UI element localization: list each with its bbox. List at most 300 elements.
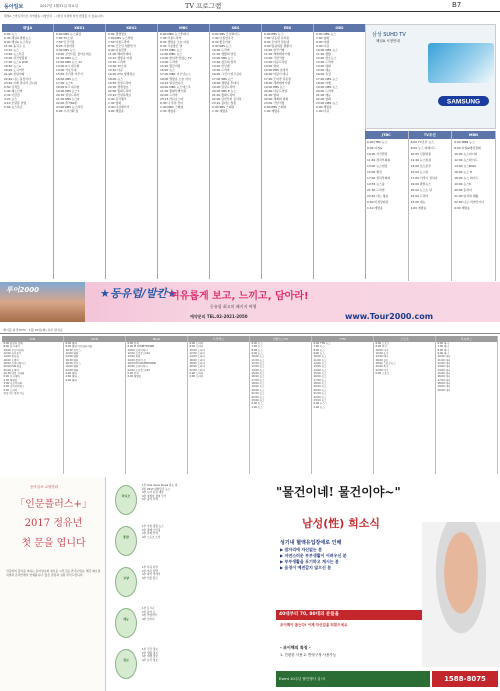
program-entry: 20:00 뉴스 (313, 388, 327, 392)
channel-name: KBS2 (106, 24, 157, 32)
cable-subheader: 케이블·위성·IPTV · 1월 31일(화) 하루 편성표 (0, 326, 500, 334)
program-entry: 10:00 애니 (437, 355, 451, 359)
program-entry: 0:30 SBS 스페셜 (212, 104, 235, 109)
program-entry: 8:00 축구 (375, 345, 387, 349)
program-entry: 13:00 보도본부 (410, 164, 432, 168)
guide-lines (142, 525, 264, 539)
program-entry: 0:00 드라마 (189, 372, 204, 376)
program-entry: 14:00 뉴스BIG5 (454, 164, 476, 168)
cable-channel-name: YTN (312, 336, 373, 342)
health-banner: 40대부터 70, 80대의 분들을 (276, 610, 426, 620)
program-entry: 18:00 생방송 투데이 (212, 80, 239, 85)
health-list-item: ▶ 부부생활을 포기하고 계시는 분 (280, 559, 339, 564)
program-entry: 20:00 드라마 (189, 365, 205, 369)
guide-row (110, 604, 266, 642)
program-entry: 14:00 애니 (437, 368, 451, 372)
program-entry: 6:00 TV조선 뉴스 (410, 140, 434, 144)
cable-channel-column (126, 336, 188, 474)
health-lead: 성기내 혈액유입장애로 인해 (280, 540, 342, 546)
program-entry: 4:00 영화 (65, 378, 77, 382)
travel-advertisement[interactable] (0, 282, 500, 322)
program-entry: 21:00 예능 (316, 92, 331, 97)
program-entry: 20:00 뉴스 (251, 388, 265, 392)
program-entry: 20:00 쇼미더머니 (127, 365, 148, 369)
cable-channel-column (250, 336, 312, 474)
program-entry: 10:00 한국기행 (264, 48, 285, 53)
program-entry: 21:00 KBS 뉴스9 (56, 96, 80, 101)
program-entry: 0:00 영화 (65, 372, 77, 376)
program-entry: 18:00 코미디빅리그 (3, 362, 26, 366)
guide-line: 3부 과학 이야기 (142, 573, 161, 577)
program-entry: 15:00 애니 (437, 372, 451, 376)
book-title-3: 첫 문을 엽니다 (21, 538, 86, 549)
program-entry: 0:00 EBS 스페셜 (264, 104, 287, 109)
cable-channel-column (188, 336, 250, 474)
program-entry: 7:00 뉴스 (251, 345, 263, 349)
program-entry: 7:00 애니 (437, 345, 449, 349)
program-entry: 0:00 비정상회담 (367, 200, 389, 204)
guide-line: 3부 시사 특집 대담 (142, 491, 164, 495)
program-entry: 18:00 애니 (437, 382, 451, 386)
channel-name: MBN (452, 131, 495, 139)
program-entry: 9:30 KBS 뉴스 (56, 48, 76, 53)
program-entry: 22:00 영화 (65, 368, 79, 372)
program-entry: 6:00 생생정보 (108, 32, 127, 36)
program-entry: 10:00 뉴스 (251, 355, 265, 359)
program-entry: 18:00 생방송 오늘 저녁 (160, 76, 191, 81)
channel-name: EBS (262, 24, 313, 32)
program-entry: 9:00 다큐 (316, 44, 329, 49)
guide-row (110, 522, 266, 560)
program-entry: 8:00 애니 (437, 348, 449, 352)
program-entry: 8:00 여행 (316, 40, 329, 45)
channel-name: TV조선 (409, 131, 452, 139)
program-entry: 17:00 뉴스5 (56, 80, 73, 85)
program-entry: 7:00 TV소설 (56, 36, 73, 41)
program-entry: 17:00 정치부회의 (367, 176, 391, 180)
program-entry: 8:00 채널A 뉴스특보 (4, 40, 32, 45)
program-entry: 23:00 뉴스 (251, 398, 265, 402)
page-header (0, 0, 500, 12)
program-entry: 8:00 아침&매일경제 (454, 146, 481, 150)
program-entry: 11:00 뉴스 (313, 358, 327, 362)
ad-slogan: 여유롭게 보고, 느끼고, 담아라! (170, 291, 309, 302)
program-entry: 8:25 아침마당 (56, 44, 75, 49)
program-entry: 5:30 드라마 (3, 388, 18, 392)
program-entry: 20:00 tvN 특집 (3, 365, 22, 369)
program-entry: 7:00 KBS 뉴스타임 (108, 36, 134, 41)
program-entry: 0:30 나 혼자 산다 (160, 100, 184, 105)
program-entry: 21:00 뉴스 (313, 392, 327, 396)
channel-column (2, 24, 54, 279)
guide-lines (142, 484, 264, 502)
ad-url[interactable]: www.Tour2000.com (345, 312, 434, 321)
program-entry: 18:30 보이스 (65, 362, 81, 366)
program-entry: 20:00 동치미 (454, 188, 472, 192)
program-entry: 0:00 삼시세끼 (3, 375, 20, 379)
program-entry: 17:00 OBS 뉴스 (316, 76, 338, 81)
channel-column (54, 24, 106, 279)
program-entry: 17:00 뉴스 (313, 378, 327, 382)
program-entry: 21:00 명의 (264, 92, 279, 97)
program-entry: 12:00 신서유기 (3, 352, 22, 356)
program-entry: 1:00 재방송 (410, 206, 427, 210)
guide-line: 1부 다큐 특선 (142, 566, 158, 569)
program-entry: 11:00 돌직구 쇼 (4, 44, 26, 49)
program-entry: 19:00 애니 (437, 385, 451, 389)
program-entry: 7:50 인간극장 (56, 40, 75, 45)
program-entry: 17:00 뉴스A LIVE (4, 60, 28, 65)
program-entry: 20:00 뉴스쇼 판 (410, 188, 432, 192)
program-entry: 0:00 뉴스 (251, 402, 263, 406)
guide-label: 라디오 (115, 485, 137, 515)
event-banner: Event 10주년 할인행사 실시! (276, 671, 430, 687)
guide-row (110, 481, 266, 519)
program-entry: 12:00 영화 (65, 352, 79, 356)
program-entry: 21:00 뉴스 (251, 392, 265, 396)
program-entry: 19:00 뉴스8 (454, 182, 471, 186)
program-entry: 14:00 배구 (375, 355, 389, 359)
program-entry: 19:00 종합뉴스 (410, 182, 432, 186)
program-entry: 1:30 재방송 (212, 108, 228, 113)
program-entry: 9:00 애니 (437, 352, 449, 356)
program-entry: 9:30 기분좋은 날 (160, 44, 183, 49)
program-entry: 12:00 극한직업 (264, 56, 285, 61)
program-entry: 14:00 윤식당 (3, 355, 19, 359)
channel-column (314, 24, 366, 279)
program-entry: 19:50 일일드라마 (108, 80, 132, 85)
program-entry: 10:55 MBC 뉴스 (160, 48, 183, 53)
health-kit-features: 1. 간편한 사용 2. 반영구적 사용가능 (280, 653, 337, 657)
program-entry: 8:00 뉴스 (251, 348, 263, 352)
program-entry: 1:00 다큐 (316, 108, 329, 113)
program-entry: 19:00 뉴스 (313, 385, 327, 389)
channel-name: KBS1 (54, 24, 105, 32)
program-entry: 16:00 골프 (375, 358, 389, 362)
channel-column (452, 131, 496, 281)
program-entry: 14:00 드라마 (189, 355, 205, 359)
program-entry: 17:00 SBS 뉴스 (212, 76, 234, 81)
program-entry: 13:00 뉴스 (251, 365, 265, 369)
program-entry: 14:00 뉴스 (313, 368, 327, 372)
channel-name: 채널A (2, 24, 53, 32)
guide-label: 예능 (115, 608, 137, 638)
program-entry: 1:40 쾌도난마 (4, 88, 23, 93)
program-entry: 11:00 애니 (437, 358, 451, 362)
channel-name: OBS (314, 24, 365, 32)
program-entry: 13:00 드라마 (316, 60, 334, 65)
program-entry: 3:20 뉴스 (4, 96, 17, 101)
guide-line: 2부 생활 정보 (142, 651, 158, 655)
tour2000-badge: 투어2000 (6, 286, 40, 294)
program-entry: 21:00 월화특별기획 (160, 88, 187, 93)
program-entry: 5:00 뉴스특급 (4, 104, 23, 109)
ad-phone: 예약문의 TEL.02-2021-2050 (190, 314, 248, 319)
cable-channel-column (2, 336, 64, 474)
program-entry: 15:00 우리말 겨루기 (56, 72, 83, 77)
top-note: 채널A 스마트라이브 지역방송 시청안내 … (편성 사정에 따라 변경될 수 있습니다) (4, 14, 104, 18)
program-entry: 20:00 영화 (65, 365, 79, 369)
program-entry: 16:00 음악의 신 (127, 358, 146, 362)
guide-line: 3부 리얼리티 (142, 614, 158, 618)
cable-channel-column (436, 336, 498, 474)
program-entry: 17:00 모여라 딩동댕 (264, 76, 291, 81)
program-entry: 8:00 모여라 딩동댕 (264, 40, 290, 45)
guide-label: 종합 (115, 526, 137, 556)
tv-advertisement[interactable] (365, 24, 496, 129)
program-entry: 17:00 애니 (437, 378, 451, 382)
model-photo (422, 522, 500, 667)
program-guide-list (110, 477, 266, 691)
program-entry: 14:00 드라마 (160, 60, 178, 65)
program-entry: 18:00 뉴스 (108, 76, 123, 81)
tv-ad-subtitle: 채널A 시청안내 (376, 39, 400, 43)
svg-text:SAMSUNG: SAMSUNG (446, 98, 481, 106)
program-entry: 6:00 OBS 뉴스 (316, 32, 336, 36)
program-entry: 20:00 SBS 8 뉴스 (212, 88, 237, 93)
program-entry: 9:40 여유만만 (108, 48, 127, 53)
health-advertisement[interactable] (272, 477, 500, 691)
program-entry: 10:00 야구 (375, 348, 389, 352)
health-list-item: ▶ 자연스러운 부부생활이 어려우신 분 (280, 553, 347, 558)
health-phone[interactable]: 1588-8075 (432, 671, 498, 687)
program-entry: 16:30 2TV 생생정보 (108, 72, 135, 77)
program-entry: 0:00 재방송 (454, 206, 470, 210)
cable-channel-column (64, 336, 126, 474)
program-entry: 8:30 굿모닝 대한민국 (108, 44, 136, 49)
program-entry: 13:00 뉴스 (313, 365, 327, 369)
cable-channel-column (312, 336, 374, 474)
program-entry: 10:00 뉴스파이터 (454, 152, 478, 156)
program-entry: 4:10 모란봉 클럽 (4, 100, 27, 105)
program-entry: 18:00 드라마 (189, 362, 205, 366)
right-schedule-grid (365, 131, 496, 281)
program-entry: 14:00 명의 (264, 64, 279, 69)
program-entry: 11:00 생활의 달인 (212, 52, 237, 57)
program-entry: 2:30 이만갑 (4, 92, 20, 97)
program-entry: 20:00 축구 (375, 365, 389, 369)
program-entry: 2:30 재방송 (160, 108, 176, 113)
program-entry: 8:00 드라마 (189, 345, 204, 349)
program-entry: 23:10 안녕하세요 (108, 92, 132, 97)
program-entry: 13:00 다큐프라임 (264, 60, 288, 65)
health-list-item: ▶ 음경이 예전같지 않으신 분 (280, 565, 332, 570)
section-title: TV 프로그램 (185, 2, 222, 10)
cable-channel-name: 드라맥스 (188, 336, 249, 342)
channel-name: SBS (210, 24, 261, 32)
issue-date: 2017년 1월31일 화요일 (40, 4, 79, 8)
program-entry: 12:00 MBC 뉴스 (160, 52, 183, 57)
health-list-item: ▶ 잠자리에 자신없는 분 (280, 547, 323, 552)
program-entry: 16:00 도깨비 (3, 358, 19, 362)
page-number: B7 (452, 1, 462, 9)
book-advertisement[interactable] (0, 477, 106, 691)
program-entry: 20:30 생생정보 (108, 84, 129, 89)
program-entry: 12:10 생방송 아침 (108, 56, 133, 61)
guide-row (110, 645, 266, 683)
ad-brand: ★동유럽/발칸★ (100, 287, 177, 300)
guide-line: 3부 여행 정보 (142, 655, 158, 659)
program-entry: 13:00 찾아라 맛있는 TV (160, 56, 192, 61)
tv-ad-title: 삼성 SUHD TV (372, 32, 406, 38)
program-entry: 13:00 애니 (437, 365, 451, 369)
program-entry: 14:30 TV소설 (108, 64, 127, 69)
program-entry: 6:00 영화 (65, 342, 77, 345)
program-entry: 12:00 애니 (437, 362, 451, 366)
program-entry: 21:00 도깨비 (3, 368, 19, 372)
program-entry: 22:40 나는 몸신이다 (4, 76, 31, 81)
program-entry: 23:00 OBS 뉴스 (316, 100, 338, 105)
program-entry: 11:00 세계테마기행 (264, 52, 291, 57)
program-entry: 16:00 KBS 뉴스 (56, 76, 78, 81)
program-entry: 20:00 애니 (437, 388, 451, 392)
program-entry: 20:00 MBC 뉴스데스크 (160, 84, 191, 89)
program-entry: 6:00 YTN 뉴스 (313, 342, 331, 345)
guide-label: 교양 (115, 567, 137, 597)
program-entry: 8:00 뉴스 (313, 348, 325, 352)
channel-column (365, 131, 409, 281)
program-entry: 15:00 뉴스판 (410, 170, 429, 174)
program-entry: 1:10 재방송 (367, 206, 383, 210)
program-entry: 17:00 이것이 정치다 (410, 176, 438, 180)
guide-line: 2부 역사 탐방 (142, 569, 158, 573)
program-entry: 10:00 수요미식회 (3, 348, 24, 352)
tv-image (428, 43, 494, 83)
program-entry: 1:30 영화 (108, 100, 121, 105)
program-entry: 6:30 채널A 종합뉴스 (4, 36, 32, 41)
program-entry: 0:00 시사기획 창 (56, 108, 79, 113)
guide-line: 2부 2017 대한민국 뉴스 (142, 487, 171, 491)
samsung-logo (436, 95, 491, 107)
cable-channel-name: 투니버스 (436, 336, 497, 342)
program-entry: 22:00 월화드라마 (108, 88, 132, 93)
program-entry: 11:40 정치부회의 (367, 158, 391, 162)
book-kicker: 동아일보 교양만화 (30, 485, 59, 489)
program-entry: 17:00 MBC 이브닝뉴스 (160, 72, 191, 77)
program-entry: 20:00 드라마 (316, 88, 334, 93)
program-entry: 12:00 뉴스 (251, 362, 265, 366)
program-entry: 편성시간 변경 가능 (3, 392, 25, 396)
program-entry: 6:00 EBS 뉴스 (264, 32, 284, 36)
program-entry: 6:00 뉴스 (4, 32, 17, 36)
program-entry: 22:00 프로듀스101 (127, 368, 150, 372)
program-entry: 22:00 드라마 (189, 368, 205, 372)
program-entry: 9:00 방귀대장 뿡뿡이 (264, 44, 292, 49)
guide-line: 1부 토크쇼 (142, 607, 155, 610)
channel-column (409, 131, 453, 281)
program-entry: 16:00 뉴스 (313, 375, 327, 379)
program-entry: 6:00 애니 (437, 342, 449, 345)
program-entry: 6:00 JTBC 뉴스 (367, 140, 388, 144)
program-entry: 21:00 천일야화 (4, 72, 25, 77)
program-entry: 9:30 SBS 뉴스 (212, 44, 232, 49)
program-entry: 2:00 영화 (65, 375, 77, 379)
guide-line: 1부 아침 종합 뉴스 (142, 525, 164, 528)
guide-line: 4부 요리 정보 (142, 658, 158, 662)
program-entry: 23:00 극한직업 (264, 100, 285, 105)
cable-channel-name: Mnet (126, 336, 187, 342)
program-entry: 14:00 영화 (65, 355, 79, 359)
program-entry: 6:00 KBS 뉴스광장 (56, 32, 82, 36)
program-entry: 6:00 뉴스 (251, 342, 263, 345)
program-entry: 10:00 OBS 뉴스 (316, 48, 338, 53)
program-entry: 12:00 KBS 뉴스 12 (56, 60, 83, 65)
program-entry: 6:00 드라마 (189, 342, 204, 345)
program-entry: 11:00 생활 (316, 52, 331, 57)
guide-line: 4부 스포츠 소식 (142, 535, 161, 539)
health-text: 조이맥이 돕는다! 이제 자신감을 되찾으세요 (280, 623, 348, 627)
health-headline: "물건이네! 물건이야~" (276, 485, 401, 499)
program-entry: 6:00 뮤직 (127, 342, 139, 345)
program-entry: 7:40 아침연속극 (212, 36, 234, 41)
program-entry: 10:00 드라마 (212, 48, 230, 53)
book-title-1: 「인문플러스+」 (15, 499, 92, 510)
program-entry: 23:15 라디오스타 (160, 96, 184, 101)
guide-line: 2부 음악 쇼 (142, 610, 156, 614)
program-entry: 21:30 드라마 (367, 188, 385, 192)
program-entry: 22:00 영화 (316, 96, 331, 101)
program-entry: 7:50 아침드라마 (108, 40, 130, 45)
program-entry: 9:00 뉴스 (251, 352, 263, 356)
program-entry: 18:00 여행 (316, 80, 331, 85)
program-entry: 16:00 뉴스 (160, 68, 175, 73)
program-entry: 19:15 일일연속극 (160, 80, 184, 85)
program-entry: 10:00 무엇이든 물어보세요 (56, 52, 92, 57)
program-entry: 19:00 EBS 뉴스 (264, 84, 286, 89)
program-entry: 15:00 뉴스 (313, 372, 327, 376)
program-entry: 11:40 뉴스현장 (410, 158, 432, 162)
program-entry: 22:50 아는 형님 (367, 194, 389, 198)
book-body: 인문학의 깊이를 더하는 동아일보의 새로운 시리즈를 만나보세요. 매주 화요일 지면과 온라인에서 연재됩니다. 많은 관심과 성원 부탁드립니다. (6, 569, 101, 577)
channel-column (210, 24, 262, 279)
program-entry: 12:10 뉴스 (4, 48, 19, 53)
program-entry: 11:00 뉴스 (251, 358, 265, 362)
program-entry: 20:30 일일드라마 (56, 92, 80, 97)
program-entry: 22:00 드라마 (410, 194, 429, 198)
program-entry: 16:00 뉴스 (251, 375, 265, 379)
cable-channel-name: tvN (2, 336, 63, 342)
program-entry: 8:00 삼시세끼 (3, 345, 20, 349)
program-entry: 0:00 스포츠 (375, 372, 390, 376)
program-entry: 13:30 드라마 (108, 60, 126, 65)
program-entry: 4:30 코미디빅리그 (3, 385, 25, 389)
program-entry: 21:00 월화드라마 (212, 92, 236, 97)
program-entry: 18:50 뉴스A (4, 64, 21, 69)
program-entry: 16:00 애니 (437, 375, 451, 379)
program-entry: 3:00 수요미식회 (3, 382, 22, 386)
program-entry: 0:30 뮤직뱅크 (108, 96, 127, 101)
program-entry: 18:00 M COUNTDOWN (127, 362, 156, 366)
channel-name: JTBC (365, 131, 408, 139)
program-entry: 18:00 뉴스 와이드 (454, 176, 479, 180)
channel-column (106, 24, 158, 279)
program-entry: 0:00 뮤직 (127, 372, 139, 376)
program-entry: 12:00 프로듀스101 (127, 352, 150, 356)
cable-channel-name: OCN (64, 336, 125, 342)
program-entry: 9:00 뉴스 (313, 352, 325, 356)
program-entry: 0:00 재방송 (316, 104, 332, 109)
program-entry: 12:00 SBS 뉴스 (212, 56, 234, 61)
program-entry: 12:00 뉴스 (313, 362, 327, 366)
program-entry: 8:00 아침& (367, 146, 383, 150)
program-entry: 22:00 낭만닥터 김사부 (212, 96, 242, 101)
program-entry: 11:00 해피투게더 (108, 52, 132, 57)
program-entry: 0:00 뉴스 (313, 402, 325, 406)
program-entry: 16:30 영화 (65, 358, 79, 362)
program-entry: 18:00 뉴스 (251, 382, 265, 386)
program-entry: 23:00 예능 (410, 200, 426, 204)
program-entry: 19:55 뉴스룸 (367, 182, 385, 186)
